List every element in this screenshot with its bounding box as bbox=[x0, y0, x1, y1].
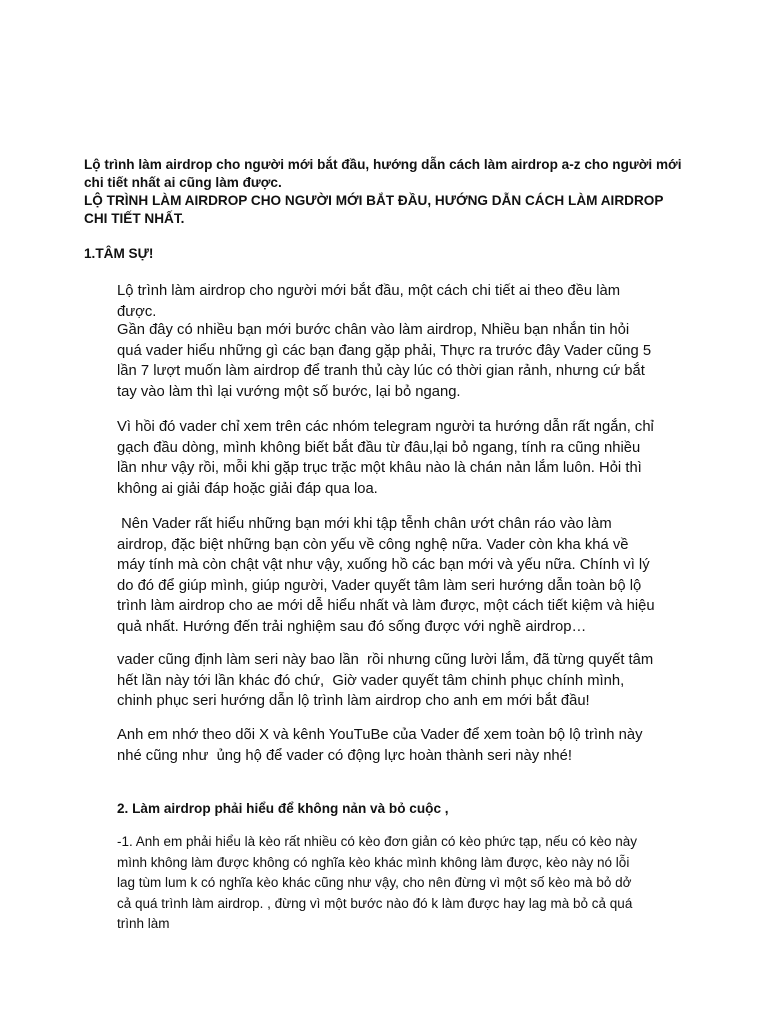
section-1-paragraph-4: Nên Vader rất hiểu những bạn mới khi tập tễnh chân ướt chân ráo vào làm airdrop, đặc biệt những bạn còn yếu về công nghệ nữa. Vader còn kha khá về máy tính mà còn chật vật như vậy, xuống hồ các bạn mới và yếu nữa. Chính vì lý do đó để giúp mình, giúp người, Vader quyết tâm làm seri hướng dẫn toàn bộ lộ trình làm airdrop cho ae mới dễ hiểu nhất và làm được, một cách tiết kiệm và hiệu quả nhất. Hướng đến trải nghiệm sau đó sống được với nghề airdrop… bbox=[117, 516, 659, 635]
section-1-title: 1.TÂM SỰ! bbox=[84, 246, 154, 261]
section-1-paragraph-2: Gần đây có nhiều bạn mới bước chân vào làm airdrop, Nhiều bạn nhắn tin hỏi quá vader hiểu những gì các bạn đang gặp phải, Thực ra trước đây Vader cũng 5 lần 7 lượt muốn làm airdrop để tranh thủ cày lúc có thời gian rảnh, nhưng cứ bắt tay vào làm thì lại vướng một số bước, lại bỏ ngang. bbox=[117, 322, 652, 400]
intro-heading-uppercase: LỘ TRÌNH LÀM AIRDROP CHO NGƯỜI MỚI BẮT ĐẦU, HƯỚNG DẪN CÁCH LÀM AIRDROP CHI TIẾT NHẤT. bbox=[84, 193, 664, 226]
intro-heading-mixed-case: Lộ trình làm airdrop cho người mới bắt đầu, hướng dẫn cách làm airdrop a-z cho người mới chi tiết nhất ai cũng làm được. bbox=[84, 157, 682, 190]
section-1-paragraph-6: Anh em nhớ theo dõi X và kênh YouTuBe của Vader để xem toàn bộ lộ trình này nhé cũng như ủng hộ để vader có động lực hoàn thành seri này nhé! bbox=[117, 727, 647, 764]
section-1-paragraph-1: Lộ trình làm airdrop cho người mới bắt đầu, một cách chi tiết ai theo đều làm được. bbox=[117, 283, 621, 320]
section-2-title: 2. Làm airdrop phải hiểu để không nản và bỏ cuộc , bbox=[117, 801, 449, 816]
section-1-paragraph-5: vader cũng định làm seri này bao lần rồi nhưng cũng lười lắm, đã từng quyết tâm hết lần này tới lần khác đó chứ, Giờ vader quyết tâm chinh phục chính mình, chinh phục seri hướng dẫn lộ trình làm airdrop cho anh em mới bắt đầu! bbox=[117, 652, 658, 709]
section-2-paragraph: -1. Anh em phải hiểu là kèo rất nhiều có kèo đơn giản có kèo phức tạp, nếu có kèo này mình không làm được không có nghĩa kèo khác mình không làm được, kèo này nó lỗi lag tùm lum k có nghĩa kèo khác cũng như vậy, cho nên đừng vì một số kèo mà bỏ dở cả quá trình làm airdrop. , đừng vì một bước nào đó k làm được hay lag mà bỏ cả quá trình làm bbox=[117, 834, 637, 931]
document-heading bbox=[84, 156, 684, 228]
section-1-paragraph-3: Vì hồi đó vader chỉ xem trên các nhóm telegram người ta hướng dẫn rất ngắn, chỉ gạch đầu dòng, mình không biết bắt đầu từ đâu,lại bỏ ngang, tính ra cũng nhiều lần như vậy rồi, mỗi khi gặp trục trặc một khâu nào là chán nản lắm luôn. Hỏi thì không ai giải đáp hoặc giải đáp qua loa. bbox=[117, 419, 654, 497]
